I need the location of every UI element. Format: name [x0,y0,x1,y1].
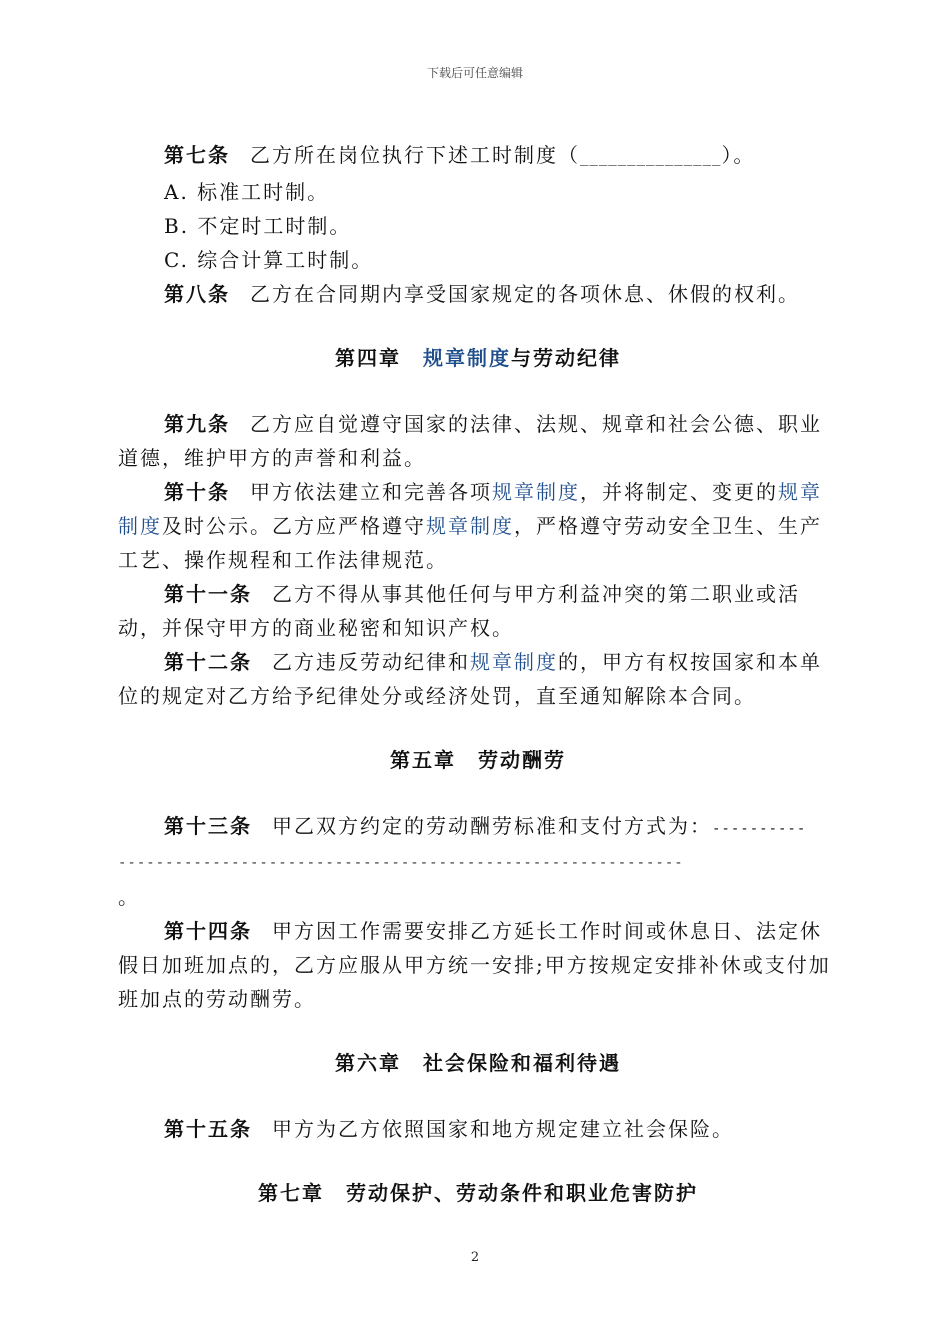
keyword-link[interactable]: 规章制度 [118,480,822,538]
keyword-link[interactable]: 规章制度 [492,480,580,504]
article-15-text: 甲方为乙方依照国家和地方规定建立社会保险。 [272,1117,734,1141]
article-13 [118,809,838,846]
option-b: B. 不定时工时制。 [164,214,352,238]
keyword-link[interactable]: 规章制度 [426,514,514,538]
article-13-text: 甲乙双方约定的劳动酬劳标准和支付方式为： [272,814,712,838]
article-14-text: 甲方因工作需要安排乙方延长工作时间或休息日、法定休假日加班加点的，乙方应服从甲方统一安排;甲方按规定安排补休或支付加班加点的劳动酬劳。 [118,919,831,1011]
article-11 [118,577,838,645]
chapter-4-rest: 与劳动纪律 [511,346,621,370]
article-7 [118,138,838,175]
article-9 [118,407,838,475]
article-12-text-2: 的，甲方有权按国家和本单位的规定对乙方给予纪律处分或经济处罚，直至通知解除本合同。 [118,650,822,708]
article-14-number: 第十四条 [164,919,252,943]
article-8-number: 第八条 [164,282,230,306]
article-11-text: 乙方不得从事其他任何与甲方利益冲突的第二职业或活动，并保守甲方的商业秘密和知识产权。 [118,582,800,640]
chapter-6-heading: 第六章 社会保险和福利待遇 [335,1051,621,1075]
article-10-text-2: ，并将制定、变更的 [580,480,778,504]
article-10-text-1: 甲方依法建立和完善各项 [250,480,492,504]
article-8-text: 乙方在合同期内享受国家规定的各项休息、休假的权利。 [250,282,800,306]
article-10-text-4: ，严格遵守劳动安全卫生、生产工艺、操作规程和工作法律规范。 [118,514,822,572]
article-8 [118,277,838,311]
chapter-4-keyword-link[interactable]: 规章制度 [423,346,511,370]
article-13-end: 。 [118,885,140,909]
page-number: 2 [470,1250,480,1265]
chapter-7-heading: 第七章 劳动保护、劳动条件和职业危害防护 [258,1181,698,1205]
article-14 [118,914,838,1016]
article-9-text: 乙方应自觉遵守国家的法律、法规、规章和社会公德、职业道德，维护甲方的声誉和利益。 [118,412,822,470]
article-12-number: 第十二条 [164,650,252,674]
article-10-text-3: 及时公示。乙方应严格遵守 [162,514,426,538]
article-13-blank-2: ------------------------------------------------------------ [118,855,684,871]
chapter-4-heading [118,341,838,375]
chapter-4-number: 第四章 [335,346,401,370]
article-10-number: 第十条 [164,480,230,504]
option-a: A. 标准工时制。 [164,180,330,204]
article-15 [118,1112,838,1146]
article-15-number: 第十五条 [164,1117,252,1141]
chapter-5-heading: 第五章 劳动酬劳 [390,748,566,772]
article-10 [118,475,838,577]
article-7-text: 乙方所在岗位执行下述工时制度（ [250,143,580,167]
article-13-number: 第十三条 [164,814,252,838]
article-12-text-1: 乙方违反劳动纪律和 [272,650,470,674]
article-7-end: ）。 [721,143,756,167]
option-c: C. 综合计算工时制。 [164,248,374,272]
document-body [118,138,838,1210]
article-9-number: 第九条 [164,412,230,436]
article-13-blank-1: ---------- [712,821,807,837]
article-7-number: 第七条 [164,143,230,167]
keyword-link[interactable]: 规章制度 [470,650,558,674]
article-11-number: 第十一条 [164,582,252,606]
article-7-blank: _______________ [580,150,722,166]
article-12 [118,645,838,713]
page-header: 下载后可任意编辑 [426,66,523,80]
